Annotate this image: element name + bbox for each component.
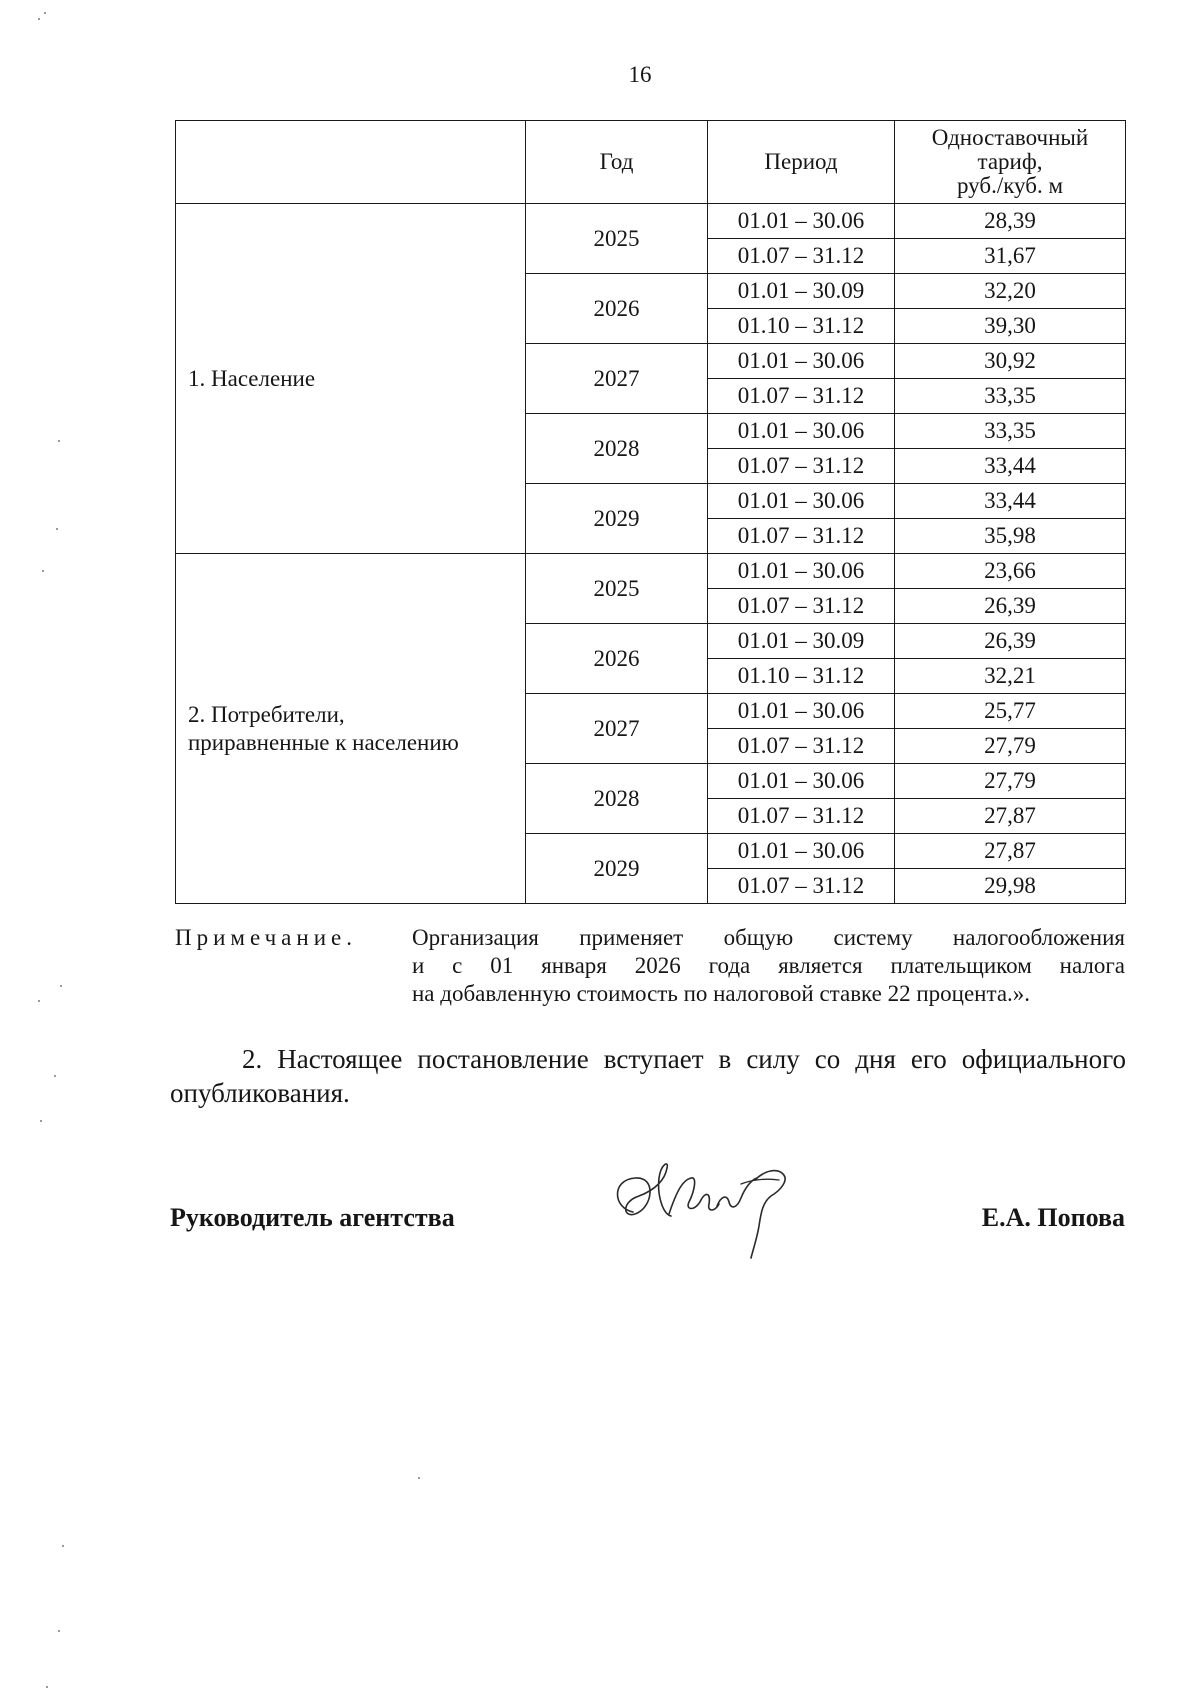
- period-cell: 01.07 – 31.12: [708, 449, 895, 484]
- tariff-cell: 26,39: [895, 624, 1126, 659]
- year-cell: 2027: [526, 344, 708, 414]
- tariff-cell: 32,20: [895, 274, 1126, 309]
- tariff-cell: 33,44: [895, 449, 1126, 484]
- period-cell: 01.10 – 31.12: [708, 659, 895, 694]
- note-line: Организация применяет общую систему налогообложения: [412, 925, 1125, 950]
- year-cell: 2025: [526, 554, 708, 624]
- tariff-cell: 33,35: [895, 414, 1126, 449]
- scan-speck: [40, 1120, 42, 1122]
- year-cell: 2025: [526, 204, 708, 274]
- tariff-cell: 25,77: [895, 694, 1126, 729]
- scan-speck: [38, 1000, 40, 1002]
- signer-name: Е.А. Попова: [981, 1203, 1125, 1232]
- tariff-cell: 29,98: [895, 869, 1126, 904]
- period-cell: 01.01 – 30.06: [708, 554, 895, 589]
- year-cell: 2026: [526, 624, 708, 694]
- note-label: Примечание.: [175, 925, 357, 950]
- page-number: 16: [628, 62, 652, 87]
- period-cell: 01.07 – 31.12: [708, 239, 895, 274]
- handwritten-signature: [605, 1150, 805, 1260]
- scan-speck: [62, 1545, 64, 1547]
- year-cell: 2027: [526, 694, 708, 764]
- header-tariff-line: Одноставочный: [931, 125, 1089, 150]
- period-cell: 01.01 – 30.06: [708, 344, 895, 379]
- note-line: и с 01 января 2026 года является плательщиком налога: [412, 953, 1125, 978]
- tariff-cell: 27,79: [895, 764, 1126, 799]
- scan-speck: [58, 440, 60, 442]
- header-tariff: [895, 121, 1126, 204]
- period-cell: 01.01 – 30.06: [708, 834, 895, 869]
- group-label-population: 1. Население: [176, 204, 526, 554]
- year-cell: 2028: [526, 414, 708, 484]
- table-row: [176, 554, 1126, 589]
- table-header-row: [176, 121, 1126, 204]
- period-cell: 01.07 – 31.12: [708, 519, 895, 554]
- scan-speck: [54, 1075, 56, 1077]
- signer-title: Руководитель агентства: [170, 1203, 455, 1232]
- paragraph-line: 2. Настоящее постановление вступает в силу со дня его официального: [242, 1044, 1126, 1074]
- scan-speck: [418, 1477, 420, 1479]
- period-cell: 01.01 – 30.06: [708, 764, 895, 799]
- table-row: [176, 204, 1126, 239]
- period-cell: 01.01 – 30.06: [708, 204, 895, 239]
- scan-speck: [42, 570, 44, 572]
- year-cell: 2029: [526, 834, 708, 904]
- scan-speck: [58, 1630, 60, 1632]
- tariff-cell: 35,98: [895, 519, 1126, 554]
- period-cell: 01.07 – 31.12: [708, 379, 895, 414]
- tariff-cell: 32,21: [895, 659, 1126, 694]
- tariff-cell: 26,39: [895, 589, 1126, 624]
- tariff-table: [175, 120, 1126, 904]
- effective-date-paragraph: [170, 1042, 1126, 1110]
- note-text: [412, 924, 1125, 1008]
- period-cell: 01.07 – 31.12: [708, 869, 895, 904]
- period-cell: 01.01 – 30.06: [708, 694, 895, 729]
- tariff-cell: 31,67: [895, 239, 1126, 274]
- tariff-cell: 28,39: [895, 204, 1126, 239]
- scan-speck: [44, 12, 46, 14]
- scan-speck: [60, 985, 62, 987]
- group-label-equivalent-consumers: [176, 554, 526, 904]
- period-cell: 01.01 – 30.06: [708, 484, 895, 519]
- period-cell: 01.01 – 30.09: [708, 624, 895, 659]
- period-cell: 01.10 – 31.12: [708, 309, 895, 344]
- header-group: [176, 121, 526, 204]
- header-tariff-line: тариф,: [977, 149, 1043, 174]
- year-cell: 2026: [526, 274, 708, 344]
- tariff-cell: 30,92: [895, 344, 1126, 379]
- tariff-cell: 23,66: [895, 554, 1126, 589]
- tariff-cell: 27,79: [895, 729, 1126, 764]
- scan-speck: [46, 1686, 48, 1688]
- scan-speck: [38, 18, 40, 20]
- tariff-cell: 39,30: [895, 309, 1126, 344]
- tariff-cell: 27,87: [895, 834, 1126, 869]
- period-cell: 01.01 – 30.09: [708, 274, 895, 309]
- tariff-cell: 33,35: [895, 379, 1126, 414]
- tariff-cell: 33,44: [895, 484, 1126, 519]
- note-line: на добавленную стоимость по налоговой ставке 22 процента.».: [412, 981, 1031, 1006]
- scan-speck: [56, 528, 58, 530]
- year-cell: 2028: [526, 764, 708, 834]
- period-cell: 01.07 – 31.12: [708, 729, 895, 764]
- group-label-line: приравненные к населению: [188, 729, 459, 755]
- header-year: Год: [526, 121, 708, 204]
- period-cell: 01.07 – 31.12: [708, 589, 895, 624]
- paragraph-line: опубликования.: [170, 1078, 350, 1108]
- group-label-line: 2. Потребители,: [188, 701, 345, 727]
- period-cell: 01.07 – 31.12: [708, 799, 895, 834]
- header-tariff-line: руб./куб. м: [956, 173, 1064, 198]
- period-cell: 01.01 – 30.06: [708, 414, 895, 449]
- header-period: Период: [708, 121, 895, 204]
- year-cell: 2029: [526, 484, 708, 554]
- tariff-cell: 27,87: [895, 799, 1126, 834]
